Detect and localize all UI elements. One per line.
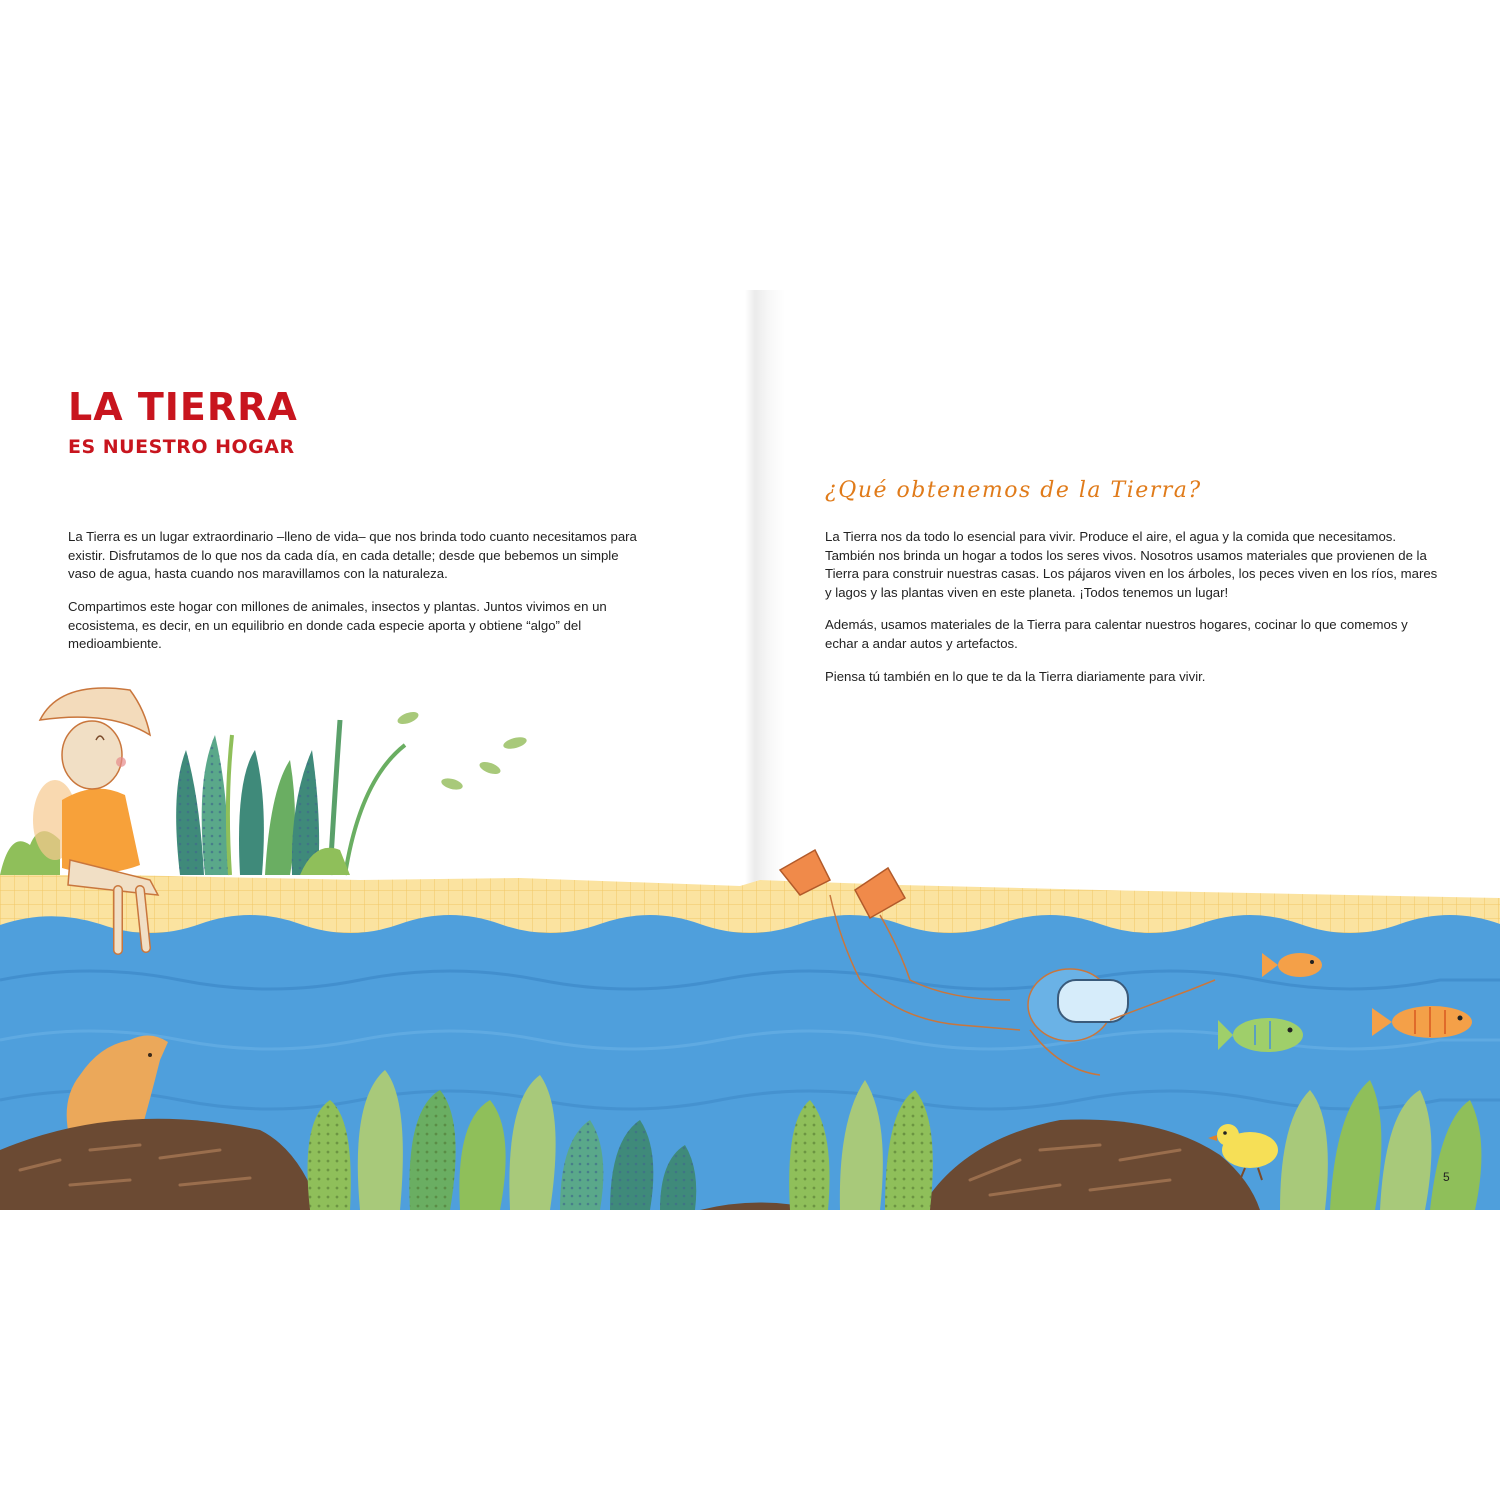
- page-subtitle: ES NUESTRO HOGAR: [68, 436, 295, 458]
- book-spread: [0, 290, 1500, 1210]
- illustration-scene: [0, 680, 1500, 1210]
- floating-leaves: [396, 710, 528, 792]
- right-paragraph-3: Piensa tú también en lo que te da la Tierra diariamente para vivir.: [825, 669, 1206, 684]
- page-title: LA TIERRA: [68, 385, 298, 429]
- right-heading: ¿Qué obtenemos de la Tierra?: [825, 478, 1202, 503]
- right-paragraph-1: La Tierra nos da todo lo esencial para vivir. Produce el aire, el agua y la comida que necesitamos. También nos brinda un hogar a todos los seres vivos. Nosotros usamos materiales que provienen de la Tierra para construir nuestras casas. Los pájaros viven en los árboles, los peces viven en los ríos, mares y lagos y las plantas viven en este planeta. ¡Todos tenemos un lugar!: [825, 529, 1438, 600]
- left-paragraph-2: Compartimos este hogar con millones de animales, insectos y plantas. Juntos vivimos en un ecosistema, es decir, en un equilibrio en donde cada especie aporta y obtiene “algo” del medioambiente.: [68, 599, 607, 651]
- page-number: 5: [1443, 1170, 1450, 1184]
- right-paragraph-2: Además, usamos materiales de la Tierra para calentar nuestros hogares, cocinar lo que comemos y echar a andar autos y artefactos.: [825, 617, 1408, 651]
- left-paragraph-1: La Tierra es un lugar extraordinario –lleno de vida– que nos brinda todo cuanto necesitamos para existir. Disfrutamos de lo que nos da cada día, en cada detalle; desde que bebemos un simple vaso de agua, hasta cuando nos maravillamos con la naturaleza.: [68, 529, 637, 581]
